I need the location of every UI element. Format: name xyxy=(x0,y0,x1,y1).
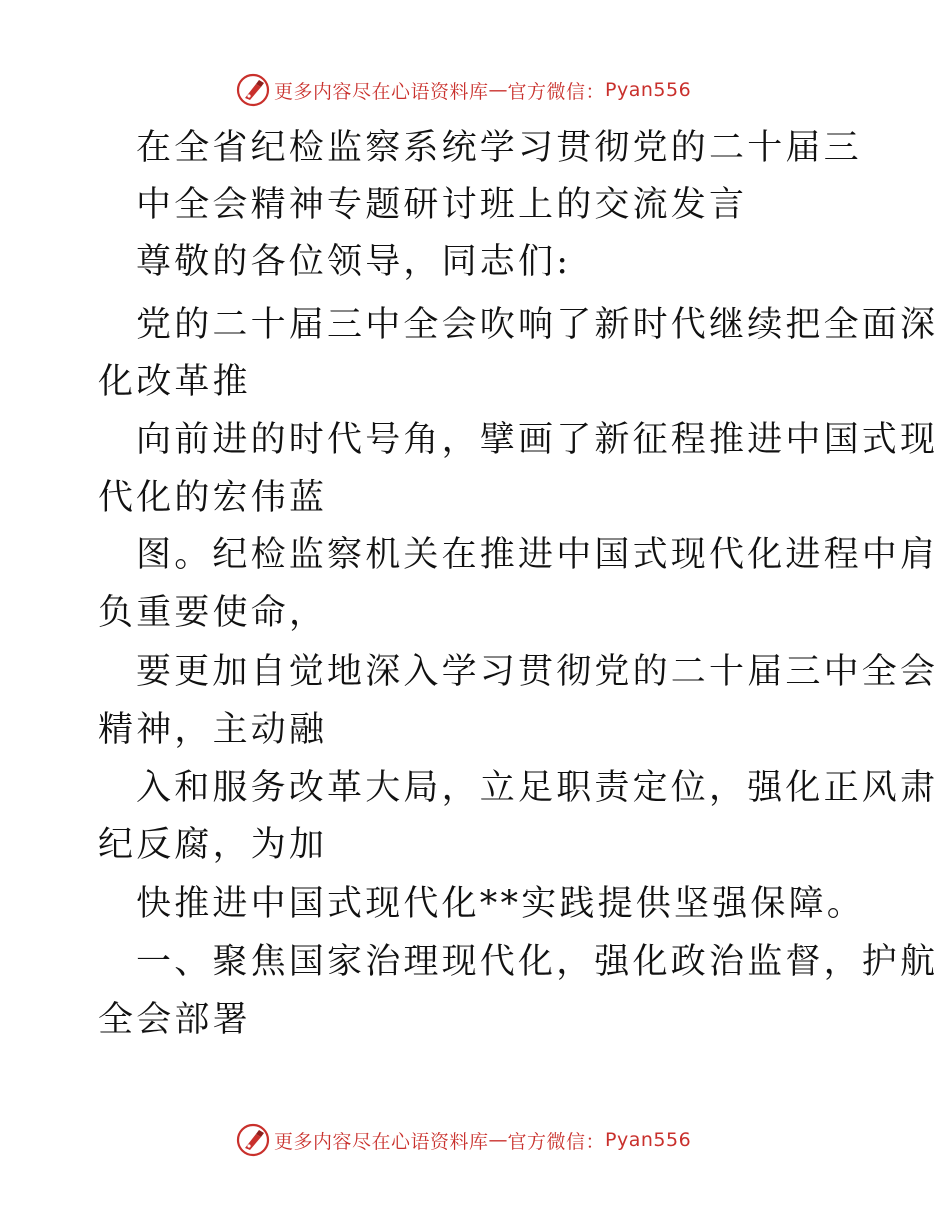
paragraph-line: 纪反腐，为加 xyxy=(98,825,328,865)
paragraph-line: 图。纪检监察机关在推进中国式现代化进程中肩 xyxy=(136,535,939,575)
salutation: 尊敬的各位领导，同志们: xyxy=(136,242,572,282)
pen-nib-icon xyxy=(236,73,270,107)
banner-separator: — xyxy=(488,1129,508,1151)
banner-separator: — xyxy=(488,79,508,101)
section-heading-1: 一、聚焦国家治理现代化，强化政治监督，护航 xyxy=(136,942,939,982)
banner-site-text: 更多内容尽在心语资料库 xyxy=(274,80,489,103)
banner-wechat-id: Pyan556 xyxy=(605,1129,692,1151)
footer-watermark-banner xyxy=(236,1122,691,1158)
paragraph-line: 党的二十届三中全会吹响了新时代继续把全面深 xyxy=(136,305,939,345)
paragraph-line: 快推进中国式现代化**实践提供坚强保障。 xyxy=(136,884,866,924)
paragraph-line: 精神，主动融 xyxy=(98,710,328,750)
paragraph-line: 化改革推 xyxy=(98,362,251,402)
banner-wechat-label: 官方微信： xyxy=(507,1130,606,1153)
paragraph-line: 向前进的时代号角，擘画了新征程推进中国式现 xyxy=(136,420,939,460)
section-heading-1-cont: 全会部署 xyxy=(98,1000,251,1040)
paragraph-line: 入和服务改革大局，立足职责定位，强化正风肃 xyxy=(136,768,939,808)
paragraph-line: 负重要使命， xyxy=(98,593,328,633)
title-line-1: 在全省纪检监察系统学习贯彻党的二十届三 xyxy=(136,128,862,168)
banner-wechat-id: Pyan556 xyxy=(605,79,692,101)
header-watermark-banner xyxy=(236,72,691,108)
paragraph-line: 代化的宏伟蓝 xyxy=(98,478,328,518)
title-line-2: 中全会精神专题研讨班上的交流发言 xyxy=(136,185,748,225)
banner-site-text: 更多内容尽在心语资料库 xyxy=(274,1130,489,1153)
pen-nib-icon xyxy=(236,1123,270,1157)
paragraph-line: 要更加自觉地深入学习贯彻党的二十届三中全会 xyxy=(136,652,939,692)
banner-wechat-label: 官方微信： xyxy=(507,80,606,103)
